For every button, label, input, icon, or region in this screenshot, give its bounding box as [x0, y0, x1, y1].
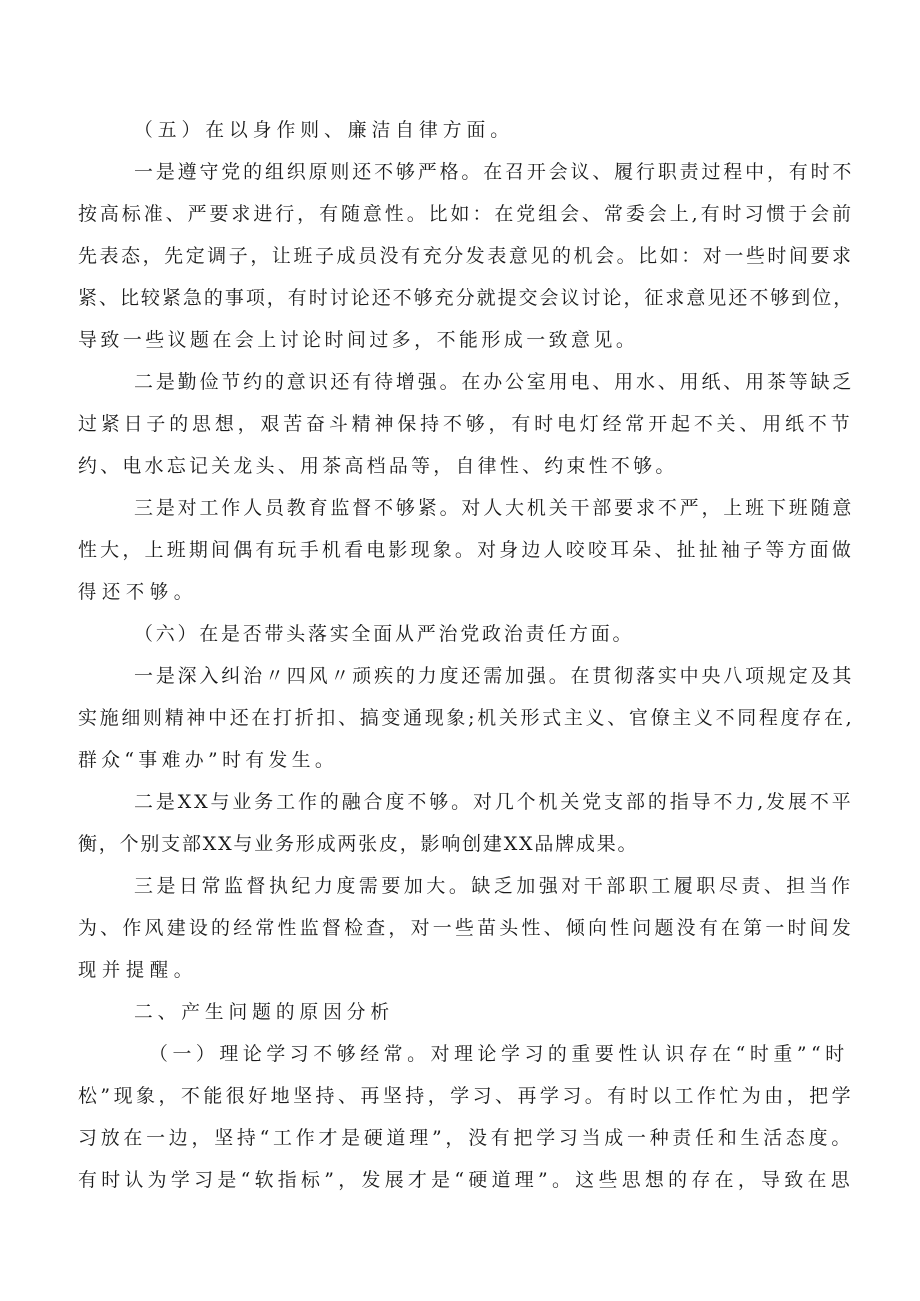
paragraph-line: 三是日常监督执纪力度需要加大。缺乏加强对干部职工履职尽责、担当作 — [134, 875, 854, 897]
paragraph-line: 实施细则精神中还在打折扣、搞变通现象;机关形式主义、官僚主义不同程度存在, — [78, 707, 855, 729]
paragraph-line: 先表态，先定调子，让班子成员没有充分发表意见的机会。比如：对一些时间要求 — [78, 245, 854, 267]
paragraph-line: 得还不够。 — [78, 581, 198, 603]
paragraph-line: 松”现象，不能很好地坚持、再坚持，学习、再学习。有时以工作忙为由，把学 — [78, 1085, 855, 1107]
paragraph-line: 三是对工作人员教育监督不够紧。对人大机关干部要求不严，上班下班随意 — [134, 497, 855, 519]
paragraph-line: 一是遵守党的组织原则还不够严格。在召开会议、履行职责过程中，有时不 — [134, 161, 855, 183]
paragraph-line: 按高标准、严要求进行，有随意性。比如：在党组会、常委会上,有时习惯于会前 — [78, 203, 855, 225]
paragraph-line: 习放在一边，坚持“工作才是硬道理”，没有把学习当成一种责任和生活态度。 — [78, 1127, 855, 1149]
section-heading-two: 二、产生问题的原因分析 — [134, 1001, 395, 1023]
paragraph-line: 衡，个别支部XX与业务形成两张皮，影响创建XX品牌成果。 — [78, 833, 639, 855]
paragraph-line: 导致一些议题在会上讨论时间过多，不能形成一致意见。 — [78, 329, 639, 351]
section-heading-five: （五）在以身作则、廉洁自律方面。 — [134, 119, 515, 141]
paragraph-line: 约、电水忘记关龙头、用茶高档品等，自律性、约束性不够。 — [78, 455, 678, 477]
paragraph-line: 为、作风建设的经常性监督检查，对一些苗头性、倾向性问题没有在第一时间发 — [78, 917, 855, 939]
paragraph-line: 紧、比较紧急的事项，有时讨论还不够充分就提交会议讨论，征求意见还不够到位， — [78, 287, 855, 309]
paragraph-line: 性大，上班期间偶有玩手机看电影现象。对身边人咬咬耳朵、扯扯袖子等方面做 — [78, 539, 855, 561]
section-heading-six: （六）在是否带头落实全面从严治党政治责任方面。 — [134, 623, 635, 645]
paragraph-line: 过紧日子的思想，艰苦奋斗精神保持不够，有时电灯经常开起不关、用纸不节 — [78, 413, 854, 435]
paragraph-line: （一）理论学习不够经常。对理论学习的重要性认识存在“时重”“时 — [149, 1043, 849, 1065]
paragraph-line: 现并提醒。 — [78, 959, 198, 981]
paragraph-line: 群众“事难办”时有发生。 — [78, 749, 339, 771]
paragraph-line: 二是XX与业务工作的融合度不够。对几个机关党支部的指导不力,发展不平 — [134, 791, 854, 813]
paragraph-line: 一是深入纠治〃四风〃顽疾的力度还需加强。在贯彻落实中央八项规定及其 — [134, 665, 855, 687]
paragraph-line: 有时认为学习是“软指标”，发展才是“硬道理”。这些思想的存在，导致在思 — [78, 1169, 854, 1191]
paragraph-line: 二是勤俭节约的意识还有待增强。在办公室用电、用水、用纸、用茶等缺乏 — [134, 371, 855, 393]
